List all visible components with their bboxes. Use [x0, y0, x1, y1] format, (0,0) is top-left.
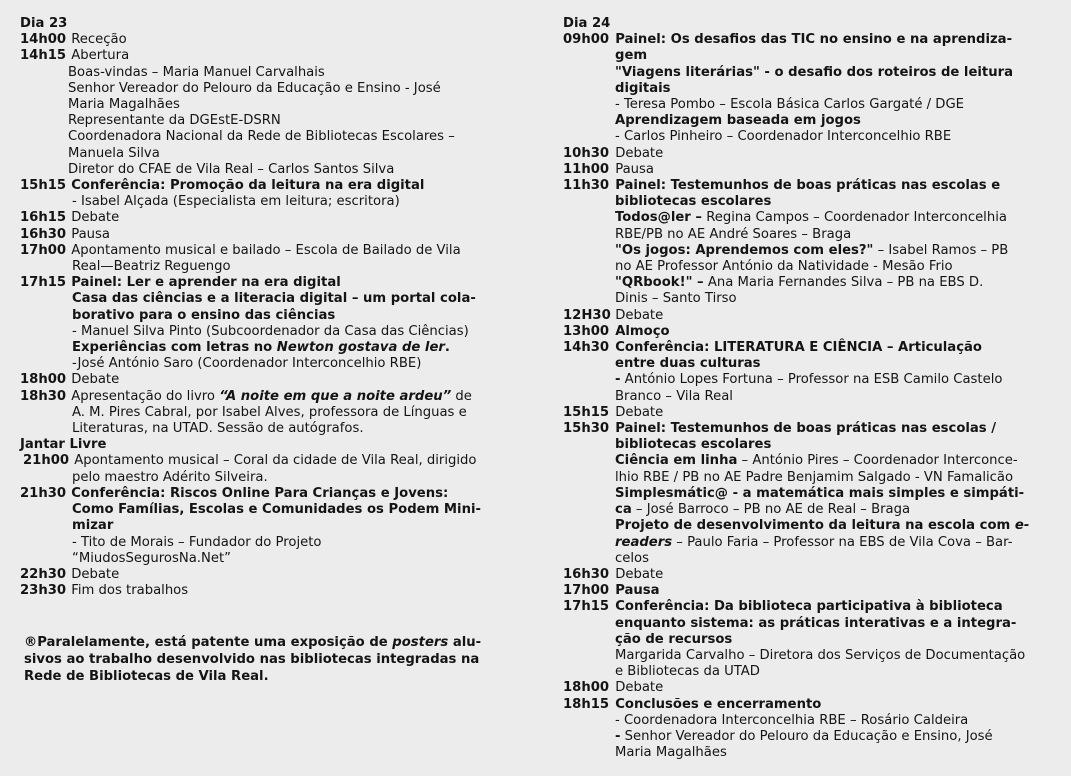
schedule-item: 18h00 Debate: [20, 372, 120, 388]
detail-line: e Bibliotecas da UTAD: [615, 664, 760, 680]
schedule-item: 15h15 Conferência: Promoção da leitura na era digital: [20, 178, 425, 194]
time: 17h00: [20, 242, 67, 258]
detail-line: Literaturas, na UTAD. Sessão de autógrafos.: [72, 421, 364, 437]
time: 16h30: [563, 566, 610, 582]
detail-line: Todos@ler – Regina Campos – Coordenador Interconcelhia: [615, 210, 1007, 226]
time: 18h30: [20, 388, 67, 404]
detail-line: bibliotecas escolares: [615, 194, 772, 210]
schedule-item: 17h00 Apontamento musical e bailado – Escola de Bailado de Vila: [20, 242, 461, 258]
exhibition-note-line: Rede de Bibliotecas de Vila Real.: [24, 668, 269, 684]
detail-line: mizar: [72, 518, 114, 534]
day-title: Dia 24: [563, 16, 611, 31]
schedule-item: 18h15 Conclusões e encerramento: [563, 696, 822, 712]
time: 11h00: [563, 161, 610, 177]
detail-line: Boas-vindas – Maria Manuel Carvalhais: [68, 64, 325, 80]
detail-line: Diretor do CFAE de Vila Real – Carlos Santos Silva: [68, 161, 395, 177]
time: 17h00: [563, 583, 610, 599]
detail-line: "QRbook!" – Ana Maria Fernandes Silva – PB na EBS D.: [615, 275, 984, 291]
schedule-item: 09h00 Painel: Os desafios das TIC no ensino e na aprendiza-: [563, 32, 1013, 48]
detail-line: digitais: [615, 80, 671, 96]
time: 18h00: [563, 680, 610, 696]
time: 10h30: [563, 145, 610, 161]
detail-line: Maria Magalhães: [68, 97, 180, 113]
schedule-item: 18h00 Debate: [563, 680, 664, 696]
detail-line: Aprendizagem baseada em jogos: [615, 113, 861, 129]
detail-line: enquanto sistema: as práticas interativas e a integra-: [615, 615, 1017, 631]
schedule-item: 11h00 Pausa: [563, 161, 654, 177]
time: 21h00: [23, 453, 70, 469]
detail-line: bibliotecas escolares: [615, 437, 772, 453]
day24-program: [563, 16, 1039, 761]
time: 13h00: [563, 323, 610, 339]
detail-line: Coordenadora Nacional da Rede de Bibliotecas Escolares –: [68, 129, 455, 145]
detail-line: gem: [615, 48, 648, 64]
schedule-item: 14h15 Abertura: [20, 48, 130, 64]
detail-line: - Coordenadora Interconcelhia RBE – Rosário Caldeira: [615, 712, 969, 728]
detail-line: RBE/PB no AE André Soares – Braga: [615, 226, 852, 242]
schedule-item: 13h00 Almoço: [563, 323, 670, 339]
time: 17h15: [20, 275, 67, 291]
time: 16h30: [20, 226, 67, 242]
schedule-item: 12H30 Debate: [563, 307, 664, 323]
time: 15h15: [563, 404, 610, 420]
detail-line: Maria Magalhães: [615, 745, 727, 761]
detail-line: -José António Saro (Coordenador Interconcelhio RBE): [72, 356, 422, 372]
time: 18h00: [20, 372, 67, 388]
detail-line: Senhor Vereador do Pelouro da Educação e Ensino - José: [68, 80, 441, 96]
detail-line: readers – Paulo Faria – Professor na EBS de Vila Cova – Bar-: [615, 534, 1013, 550]
day-title: Dia 23: [20, 16, 68, 31]
detail-line: ção de recursos: [615, 631, 733, 647]
detail-line: lhio RBE / PB no AE Padre Benjamim Salgado - VN Famalicão: [615, 469, 1014, 485]
time: 18h15: [563, 696, 610, 712]
schedule-item: 15h15 Debate: [563, 404, 664, 420]
detail-line: pelo maestro Adérito Silveira.: [72, 469, 268, 485]
detail-line: “MiudosSegurosNa.Net”: [72, 550, 231, 566]
detail-line: Ciência em linha – António Pires – Coordenador Interconce-: [615, 453, 1018, 469]
detail-line: Dinis – Santo Tirso: [615, 291, 737, 307]
detail-line: entre duas culturas: [615, 356, 761, 372]
detail-line: "Viagens literárias" - o desafio dos roteiros de leitura: [615, 64, 1014, 80]
day23-program: [20, 16, 490, 686]
detail-line: Casa das ciências e a literacia digital – um portal cola-: [72, 291, 476, 307]
schedule-item: 14h00 Receção: [20, 32, 127, 48]
detail-line: Como Famílias, Escolas e Comunidades os Podem Mini-: [72, 502, 481, 518]
schedule-item: 21h00 Apontamento musical – Coral da cidade de Vila Real, dirigido: [23, 453, 477, 469]
time: 14h15: [20, 48, 67, 64]
time: 21h30: [20, 485, 67, 501]
dinner-label: Jantar Livre: [20, 437, 107, 453]
schedule-item: 23h30 Fim dos trabalhos: [20, 583, 189, 599]
detail-line: Simplesmátic@ - a matemática mais simples e simpáti-: [615, 485, 1025, 501]
schedule-item: 16h30 Pausa: [20, 226, 110, 242]
schedule-item: 15h30 Painel: Testemunhos de boas práticas nas escolas /: [563, 421, 997, 437]
schedule-item: 22h30 Debate: [20, 566, 120, 582]
time: 14h30: [563, 340, 610, 356]
detail-line: Experiências com letras no Newton gostava de ler.: [72, 340, 450, 356]
schedule-item: 10h30 Debate: [563, 145, 664, 161]
time: 23h30: [20, 583, 67, 599]
time: 17h15: [563, 599, 610, 615]
detail-line: celos: [615, 550, 649, 566]
time: 16h15: [20, 210, 67, 226]
time: 12H30: [563, 307, 611, 323]
detail-line: - Tito de Morais – Fundador do Projeto: [72, 534, 322, 550]
detail-line: - Carlos Pinheiro – Coordenador Interconcelhio RBE: [615, 129, 952, 145]
detail-line: Margarida Carvalho – Diretora dos Serviços de Documentação: [615, 647, 1026, 663]
detail-line: - Teresa Pombo – Escola Básica Carlos Gargaté / DGE: [615, 97, 964, 113]
schedule-item: 17h00 Pausa: [563, 583, 660, 599]
detail-line: Manuela Silva: [68, 145, 160, 161]
detail-line: ca – José Barroco – PB no AE de Real – Braga: [615, 502, 911, 518]
detail-line: A. M. Pires Cabral, por Isabel Alves, professora de Línguas e: [72, 404, 467, 420]
exhibition-note-line: sivos ao trabalho desenvolvido nas bibliotecas integradas na: [24, 652, 480, 668]
detail-line: - António Lopes Fortuna – Professor na ESB Camilo Castelo: [615, 372, 1003, 388]
schedule-item: 17h15 Painel: Ler e aprender na era digital: [20, 275, 341, 291]
detail-line: - Manuel Silva Pinto (Subcoordenador da Casa das Ciências): [72, 323, 469, 339]
schedule-item: 11h30 Painel: Testemunhos de boas práticas nas escolas e: [563, 178, 1001, 194]
detail-line: Projeto de desenvolvimento da leitura na escola com e-: [615, 518, 1030, 534]
schedule-item: 16h30 Debate: [563, 566, 664, 582]
detail-line: Real—Beatriz Reguengo: [72, 259, 231, 275]
time: 15h30: [563, 421, 610, 437]
schedule-item: 16h15 Debate: [20, 210, 120, 226]
exhibition-note: ®Paralelamente, está patente uma exposição de posters alu-: [24, 635, 482, 651]
time: 11h30: [563, 178, 610, 194]
time: 15h15: [20, 178, 67, 194]
schedule-item: 14h30 Conferência: LITERATURA E CIÊNCIA – Articulação: [563, 340, 982, 356]
detail-line: - Senhor Vereador do Pelouro da Educação e Ensino, José: [615, 728, 993, 744]
detail-line: Representante da DGEstE-DSRN: [68, 113, 281, 129]
time: 09h00: [563, 32, 610, 48]
detail-line: no AE Professor António da Natividade - Mesão Frio: [615, 259, 953, 275]
schedule-item: 21h30 Conferência: Riscos Online Para Crianças e Jovens:: [20, 485, 449, 501]
time: 22h30: [20, 566, 67, 582]
schedule-item: 17h15 Conferência: Da biblioteca participativa à biblioteca: [563, 599, 1003, 615]
detail-line: "Os jogos: Aprendemos com eles?" – Isabel Ramos – PB: [615, 242, 1009, 258]
detail-line: borativo para o ensino das ciências: [72, 307, 336, 323]
time: 14h00: [20, 32, 67, 48]
schedule-item: 18h30 Apresentação do livro “A noite em que a noite ardeu” de: [20, 388, 472, 404]
detail-line: Branco – Vila Real: [615, 388, 733, 404]
detail-line: - Isabel Alçada (Especialista em leitura; escritora): [72, 194, 400, 210]
